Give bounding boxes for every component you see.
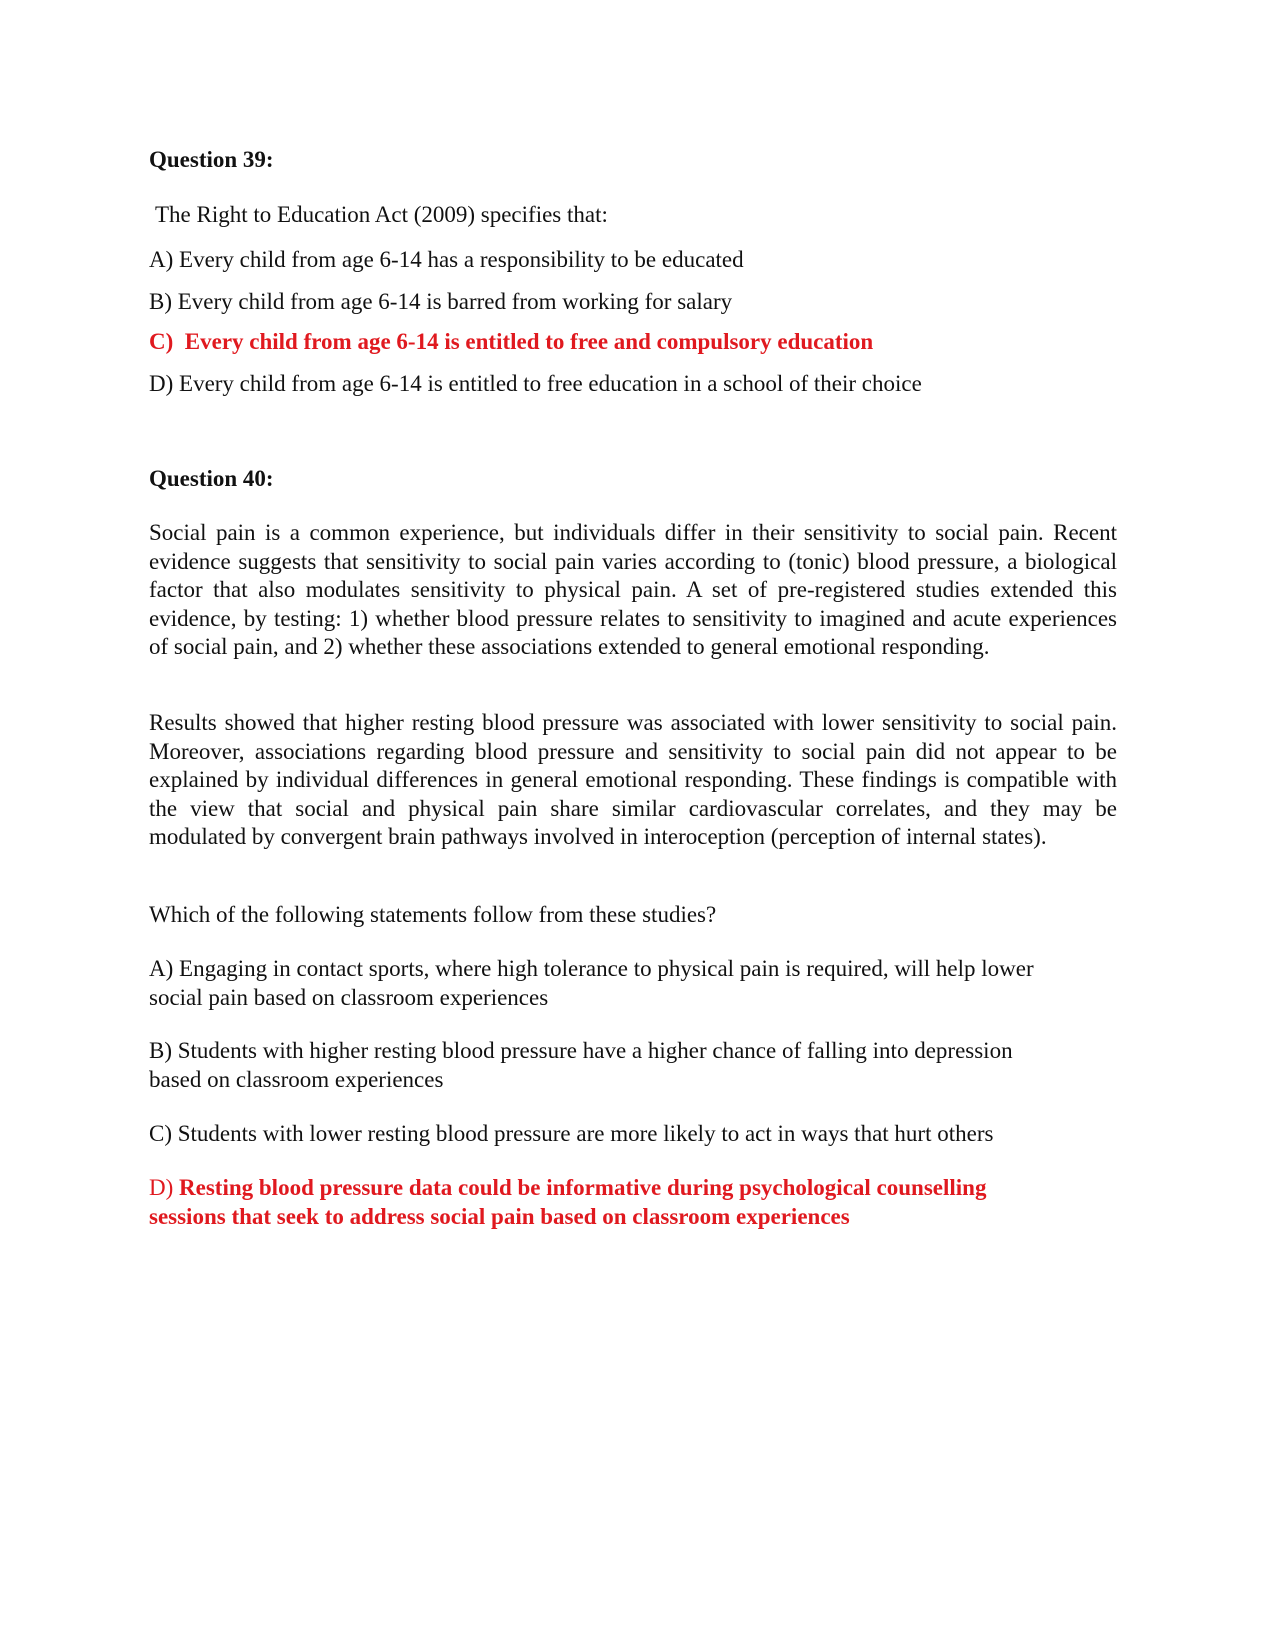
question-39-option-b: B) Every child from age 6-14 is barred from working for salary xyxy=(149,289,733,314)
question-40-option-a: A) Engaging in contact sports, where high tolerance to physical pain is required, will help lower social pain based on classroom experiences xyxy=(149,956,1034,1010)
question-40-option-c: C) Students with lower resting blood pressure are more likely to act in ways that hurt others xyxy=(149,1121,994,1146)
question-40-prompt: Which of the following statements follow from these studies? xyxy=(149,902,717,927)
question-39-title: Question 39: xyxy=(149,147,274,172)
option-d-text: Resting blood pressure data could be informative during psychological counselling sessions that seek to address social pain based on classroom experiences xyxy=(149,1175,987,1229)
question-40-option-d-correct xyxy=(149,1174,1049,1231)
question-40-paragraph-1: Social pain is a common experience, but individuals differ in their sensitivity to social pain. Recent evidence suggests that sensitivity to social pain varies according to (tonic) blood pressure, a biological factor that also modulates sensitivity to physical pain. A set of pre-registered studies extended this evidence, by testing: 1) whether blood pressure relates to sensitivity to imagined and acute experiences of social pain, and 2) whether these associations extended to general emotional responding. xyxy=(149,520,1117,659)
question-39-option-a: A) Every child from age 6-14 has a responsibility to be educated xyxy=(149,247,744,272)
question-40-paragraph-2: Results showed that higher resting blood pressure was associated with lower sensitivity to social pain. Moreover, associations regarding blood pressure and sensitivity to social pain did not appear to be explained by individual differences in general emotional responding. These findings is compatible with the view that social and physical pain share similar cardiovascular correlates, and they may be modulated by convergent brain pathways involved in interoception (perception of internal states). xyxy=(149,710,1117,849)
question-39-option-c-correct: C) Every child from age 6-14 is entitled to free and compulsory education xyxy=(149,329,874,354)
question-39-stem: The Right to Education Act (2009) specifies that: xyxy=(155,202,608,227)
question-39-option-d: D) Every child from age 6-14 is entitled to free education in a school of their choice xyxy=(149,371,922,396)
question-40-option-b: B) Students with higher resting blood pressure have a higher chance of falling into depression based on classroom experiences xyxy=(149,1038,1013,1092)
question-40-title: Question 40: xyxy=(149,466,274,491)
option-d-prefix: D) xyxy=(149,1175,174,1200)
